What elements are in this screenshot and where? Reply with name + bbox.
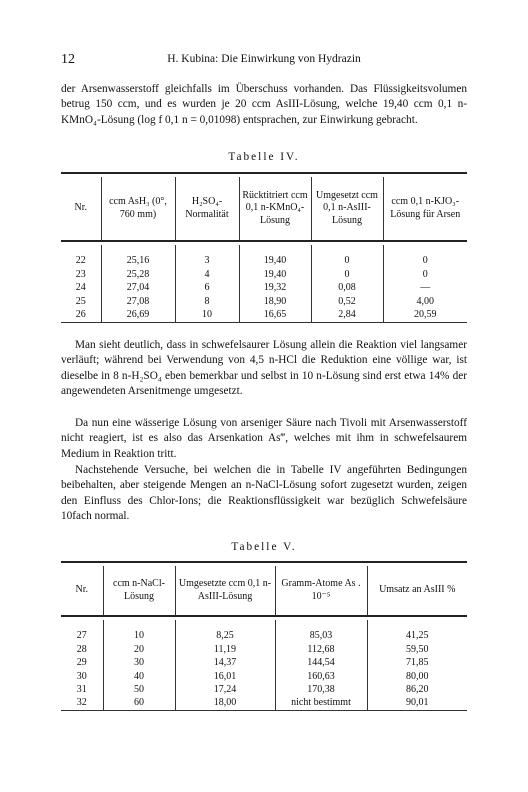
table-cell: 4,00 — [416, 295, 434, 307]
table-cell: 144,54 — [275, 657, 367, 670]
table-cell: 24 — [61, 282, 101, 295]
table-cell: 0 — [422, 255, 428, 267]
table-cell: 17,24 — [175, 684, 275, 697]
table-cell: 90,01 — [367, 697, 467, 711]
table-cell: 10 — [103, 630, 175, 643]
table-5-row — [61, 697, 467, 711]
table-cell: 86,20 — [406, 684, 429, 695]
table-cell: 32 — [61, 697, 103, 711]
table-cell: 29 — [61, 657, 103, 670]
table-cell: 16,65 — [239, 309, 311, 323]
table-cell: 30 — [61, 670, 103, 683]
table-5-header: Umgesetzte ccm 0,1 n-AsIII-Lösung — [175, 566, 275, 616]
table-cell: 16,01 — [175, 670, 275, 683]
table-5-header: Gramm-Atome As . 10⁻⁵ — [275, 566, 367, 616]
table-cell: 6 — [175, 282, 239, 295]
table-4-header: H₂SO₄-Normalität — [175, 177, 239, 241]
paragraph-1: der Arsenwasserstoff gleichfalls im Überschuss vorhanden. Das Flüssigkeitsvolumen betrug 150 ccm, und es wurden je 20 ccm AsIII-Lösung, welche 19,40 ccm 0,1 n-KMnO₄-Lösung (log f 0,1 n = 0,01098) entsprachen, zur Einwirkung gebracht. — [61, 83, 467, 126]
table-cell: 19,32 — [239, 282, 311, 295]
table-cell: 20 — [103, 643, 175, 656]
table-5-row — [61, 657, 467, 670]
table-5-row — [61, 670, 467, 683]
table-cell: 11,19 — [175, 643, 275, 656]
table-cell: 20,59 — [383, 309, 467, 323]
table-cell: 41,25 — [406, 630, 429, 642]
table-cell: 25,28 — [101, 268, 175, 281]
table-4-header: Umgesetzt ccm 0,1 n-AsIII-Lösung — [311, 177, 383, 241]
table-cell: 8,25 — [175, 630, 275, 643]
paragraph-3: Da nun eine wässerige Lösung von arseniger Säure nach Tivoli mit Arsenwasserstoff nicht reagiert, ist es also das Arsenkation As‴, welches mit ihm in schwefelsaurem Medium in Reaktion tritt. — [61, 417, 467, 460]
table-5-row — [61, 630, 467, 643]
table-cell: 71,85 — [406, 657, 429, 669]
table-cell: 0 — [422, 268, 428, 280]
table-4-row — [61, 295, 467, 308]
table-4-header: ccm AsH₃ (0°, 760 mm) — [101, 177, 175, 241]
table-4-row — [61, 255, 467, 268]
table-4 — [61, 172, 467, 323]
table-cell: 3 — [175, 255, 239, 268]
table-cell: 19,40 — [239, 255, 311, 268]
table-cell: 160,63 — [275, 670, 367, 683]
table-cell: 31 — [61, 684, 103, 697]
table-4-row — [61, 268, 467, 281]
table-cell: 30 — [103, 657, 175, 670]
table-4-row — [61, 309, 467, 323]
table-cell: 25 — [61, 295, 101, 308]
table-cell: nicht bestimmt — [275, 697, 367, 711]
table-cell: 27,04 — [101, 282, 175, 295]
table-5-caption: Tabelle V. — [231, 541, 297, 553]
table-cell: 18,90 — [239, 295, 311, 308]
table-cell: 40 — [103, 670, 175, 683]
table-4-caption: Tabelle IV. — [228, 151, 300, 163]
table-cell: 25,16 — [101, 255, 175, 268]
table-5-header: Nr. — [61, 566, 103, 616]
table-cell: 26,69 — [101, 309, 175, 323]
table-cell: 26 — [61, 309, 101, 323]
table-cell: 85,03 — [275, 630, 367, 643]
paragraph-2: Man sieht deutlich, dass in schwefelsaurer Lösung allein die Reaktion viel langsamer verläuft; während bei Verwendung von 4,5 n-HCl die Reduktion eine völlige war, ist dieselbe in 8 n-H₂SO₄ eben bemerkbar und selbst in 10 n-Lösung sind erst etwa 14% der angewendeten Arsenitmenge umgesetzt. — [61, 339, 467, 398]
table-cell: 2,84 — [311, 309, 383, 323]
table-5-header-row — [61, 566, 467, 616]
table-cell: 22 — [61, 255, 101, 268]
table-5 — [61, 561, 467, 711]
table-cell: 10 — [175, 309, 239, 323]
table-4-header: ccm 0,1 n-KJO₃-Lösung für Arsen — [390, 196, 461, 220]
table-cell: 0,08 — [311, 282, 383, 295]
table-cell: 59,50 — [406, 643, 429, 655]
table-cell: 27 — [61, 630, 103, 643]
table-cell: 0,52 — [311, 295, 383, 308]
table-cell: 27,08 — [101, 295, 175, 308]
table-cell: 0 — [311, 268, 383, 281]
table-4-header: Rücktitriert ccm 0,1 n-KMnO₄-Lösung — [239, 177, 311, 241]
table-cell: 170,38 — [275, 684, 367, 697]
table-cell: 50 — [103, 684, 175, 697]
paragraph-4: Nachstehende Versuche, bei welchen die in Tabelle IV angeführten Bedingungen beibehalten, aber steigende Mengen an n-NaCl-Lösung sofort zugesetzt wurden, zeigen den Einfluss des Chlor-Ions; die Reaktionsflüssigkeit war bezüglich Schwefelsäure 10fach normal. — [61, 464, 467, 523]
table-cell: 14,37 — [175, 657, 275, 670]
table-cell: 60 — [103, 697, 175, 711]
table-4-header: Nr. — [61, 177, 101, 241]
page-number: 12 — [61, 52, 75, 67]
running-head: H. Kubina: Die Einwirkung von Hydrazin — [167, 53, 361, 65]
table-cell: 18,00 — [175, 697, 275, 711]
table-cell: 80,00 — [406, 670, 429, 682]
table-cell: 28 — [61, 643, 103, 656]
table-cell: 0 — [311, 255, 383, 268]
table-cell: 19,40 — [239, 268, 311, 281]
page-header — [61, 52, 467, 68]
table-4-header-row — [61, 177, 467, 241]
table-4-row — [61, 282, 467, 295]
table-5-row — [61, 643, 467, 656]
table-cell: — — [420, 282, 431, 294]
table-cell: 4 — [175, 268, 239, 281]
table-5-row — [61, 684, 467, 697]
table-cell: 112,68 — [275, 643, 367, 656]
table-5-header: ccm n-NaCl-Lösung — [103, 566, 175, 616]
table-cell: 8 — [175, 295, 239, 308]
table-cell: 23 — [61, 268, 101, 281]
table-5-header: Umsatz an AsIII % — [379, 584, 456, 596]
